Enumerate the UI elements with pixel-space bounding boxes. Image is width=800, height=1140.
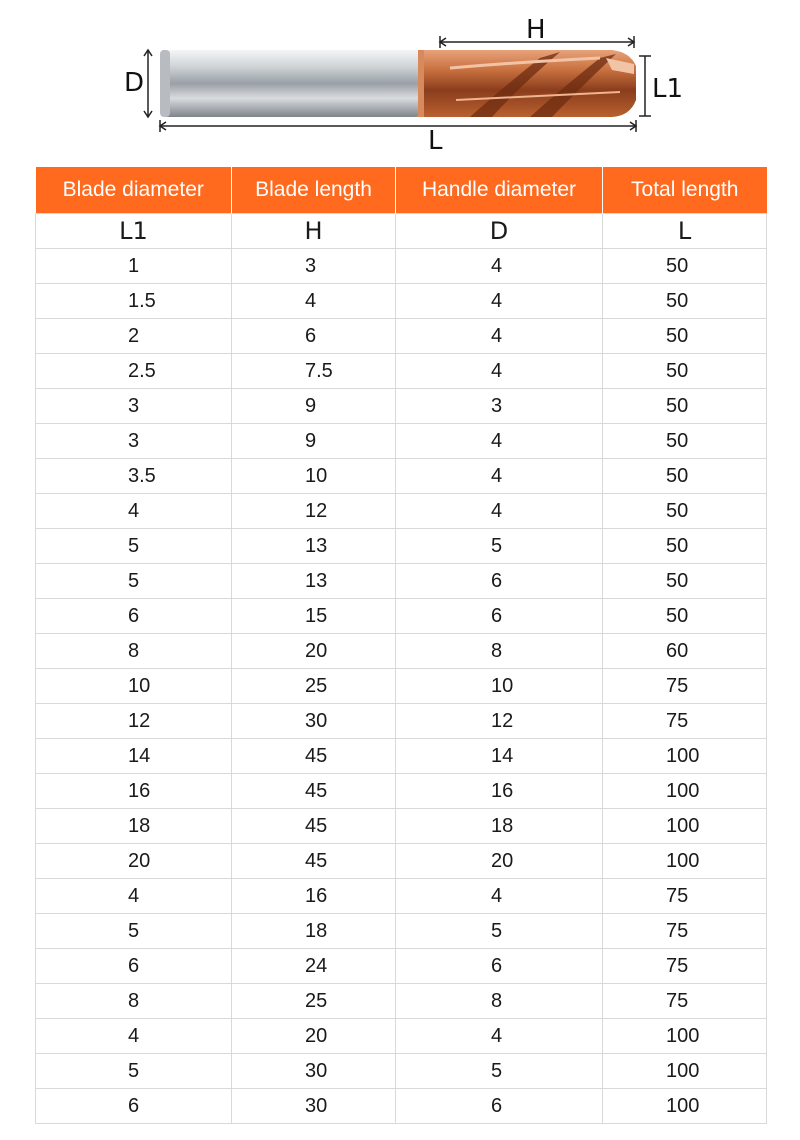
cell-blade-diameter: 5 bbox=[36, 564, 232, 599]
cell-handle-diameter: 4 bbox=[396, 354, 603, 389]
cell-blade-diameter: 4 bbox=[36, 1019, 232, 1054]
cell-blade-length: 25 bbox=[232, 669, 396, 704]
table-row bbox=[36, 389, 767, 424]
cell-blade-diameter: 10 bbox=[36, 669, 232, 704]
cell-total-length: 50 bbox=[603, 459, 767, 494]
cell-blade-length: 24 bbox=[232, 949, 396, 984]
cell-handle-diameter: 14 bbox=[396, 739, 603, 774]
table-row bbox=[36, 1054, 767, 1089]
symbol-l: L bbox=[603, 214, 767, 249]
header-handle-diameter: Handle diameter bbox=[396, 167, 603, 214]
dimension-l bbox=[160, 120, 636, 132]
cell-total-length: 100 bbox=[603, 774, 767, 809]
symbol-l1: L1 bbox=[36, 214, 232, 249]
cell-handle-diameter: 6 bbox=[396, 1089, 603, 1124]
cell-total-length: 100 bbox=[603, 1019, 767, 1054]
cell-handle-diameter: 5 bbox=[396, 914, 603, 949]
cell-blade-length: 30 bbox=[232, 704, 396, 739]
cell-total-length: 50 bbox=[603, 424, 767, 459]
table-row bbox=[36, 1019, 767, 1054]
cell-total-length: 50 bbox=[603, 599, 767, 634]
cell-handle-diameter: 8 bbox=[396, 984, 603, 1019]
cell-handle-diameter: 4 bbox=[396, 879, 603, 914]
table-row bbox=[36, 914, 767, 949]
table-row bbox=[36, 319, 767, 354]
cell-blade-length: 45 bbox=[232, 809, 396, 844]
cell-blade-length: 6 bbox=[232, 319, 396, 354]
cell-handle-diameter: 4 bbox=[396, 1019, 603, 1054]
cell-handle-diameter: 3 bbox=[396, 389, 603, 424]
table-row bbox=[36, 459, 767, 494]
header-blade-diameter: Blade diameter bbox=[36, 167, 232, 214]
cell-total-length: 100 bbox=[603, 739, 767, 774]
cell-blade-length: 15 bbox=[232, 599, 396, 634]
cell-blade-diameter: 14 bbox=[36, 739, 232, 774]
cell-total-length: 75 bbox=[603, 949, 767, 984]
label-l: L bbox=[428, 126, 443, 156]
cell-blade-length: 3 bbox=[232, 249, 396, 284]
cell-blade-diameter: 6 bbox=[36, 599, 232, 634]
cell-blade-diameter: 1.5 bbox=[36, 284, 232, 319]
table-row bbox=[36, 599, 767, 634]
cell-handle-diameter: 10 bbox=[396, 669, 603, 704]
cell-blade-length: 20 bbox=[232, 1019, 396, 1054]
cell-blade-diameter: 2.5 bbox=[36, 354, 232, 389]
label-d: D bbox=[124, 68, 145, 98]
table-body bbox=[36, 249, 767, 1124]
cell-total-length: 75 bbox=[603, 914, 767, 949]
cell-handle-diameter: 8 bbox=[396, 634, 603, 669]
cell-blade-length: 4 bbox=[232, 284, 396, 319]
cell-total-length: 50 bbox=[603, 354, 767, 389]
table-row bbox=[36, 354, 767, 389]
cell-handle-diameter: 4 bbox=[396, 249, 603, 284]
cell-handle-diameter: 4 bbox=[396, 494, 603, 529]
cell-blade-diameter: 12 bbox=[36, 704, 232, 739]
cell-total-length: 50 bbox=[603, 284, 767, 319]
header-row bbox=[36, 167, 767, 214]
table-row bbox=[36, 284, 767, 319]
cell-total-length: 75 bbox=[603, 704, 767, 739]
table-row bbox=[36, 774, 767, 809]
cell-total-length: 60 bbox=[603, 634, 767, 669]
table-row bbox=[36, 634, 767, 669]
table-row bbox=[36, 1089, 767, 1124]
cell-total-length: 50 bbox=[603, 249, 767, 284]
table-row bbox=[36, 704, 767, 739]
cell-handle-diameter: 20 bbox=[396, 844, 603, 879]
cell-blade-length: 45 bbox=[232, 739, 396, 774]
cell-handle-diameter: 16 bbox=[396, 774, 603, 809]
table-header bbox=[36, 167, 767, 249]
tool-shank bbox=[160, 50, 422, 117]
cell-total-length: 75 bbox=[603, 669, 767, 704]
cell-blade-length: 12 bbox=[232, 494, 396, 529]
cell-blade-diameter: 3 bbox=[36, 424, 232, 459]
cell-handle-diameter: 6 bbox=[396, 599, 603, 634]
table-row bbox=[36, 739, 767, 774]
cell-handle-diameter: 12 bbox=[396, 704, 603, 739]
cell-total-length: 50 bbox=[603, 529, 767, 564]
cell-blade-diameter: 20 bbox=[36, 844, 232, 879]
cell-blade-length: 20 bbox=[232, 634, 396, 669]
specification-table bbox=[35, 167, 767, 1124]
table-row bbox=[36, 844, 767, 879]
cell-blade-length: 13 bbox=[232, 564, 396, 599]
label-h: H bbox=[526, 15, 546, 45]
cell-total-length: 100 bbox=[603, 1054, 767, 1089]
cell-handle-diameter: 5 bbox=[396, 1054, 603, 1089]
cell-handle-diameter: 4 bbox=[396, 284, 603, 319]
end-mill-diagram bbox=[0, 0, 800, 165]
cell-blade-diameter: 5 bbox=[36, 529, 232, 564]
cell-total-length: 50 bbox=[603, 389, 767, 424]
cell-blade-diameter: 8 bbox=[36, 984, 232, 1019]
cell-blade-diameter: 4 bbox=[36, 879, 232, 914]
table-row bbox=[36, 249, 767, 284]
cell-handle-diameter: 6 bbox=[396, 949, 603, 984]
cell-handle-diameter: 6 bbox=[396, 564, 603, 599]
cell-blade-length: 45 bbox=[232, 844, 396, 879]
cell-blade-diameter: 4 bbox=[36, 494, 232, 529]
table-row bbox=[36, 564, 767, 599]
cell-blade-diameter: 16 bbox=[36, 774, 232, 809]
table-row bbox=[36, 809, 767, 844]
symbol-d: D bbox=[396, 214, 603, 249]
tool-flutes bbox=[446, 50, 636, 117]
cell-total-length: 100 bbox=[603, 1089, 767, 1124]
cell-blade-diameter: 3.5 bbox=[36, 459, 232, 494]
cell-total-length: 75 bbox=[603, 879, 767, 914]
symbol-h: H bbox=[232, 214, 396, 249]
cell-total-length: 100 bbox=[603, 809, 767, 844]
dimension-d bbox=[144, 50, 152, 117]
cell-blade-diameter: 2 bbox=[36, 319, 232, 354]
cell-blade-diameter: 5 bbox=[36, 1054, 232, 1089]
label-l1: L1 bbox=[652, 74, 684, 104]
dimension-l1 bbox=[639, 56, 651, 116]
symbol-row bbox=[36, 214, 767, 249]
cell-total-length: 50 bbox=[603, 494, 767, 529]
cell-blade-length: 7.5 bbox=[232, 354, 396, 389]
cell-blade-length: 9 bbox=[232, 424, 396, 459]
table-row bbox=[36, 984, 767, 1019]
cell-blade-diameter: 6 bbox=[36, 949, 232, 984]
table-row bbox=[36, 424, 767, 459]
cell-blade-length: 18 bbox=[232, 914, 396, 949]
cell-blade-length: 9 bbox=[232, 389, 396, 424]
header-total-length: Total length bbox=[603, 167, 767, 214]
cell-handle-diameter: 4 bbox=[396, 319, 603, 354]
cell-blade-length: 30 bbox=[232, 1089, 396, 1124]
cell-blade-length: 16 bbox=[232, 879, 396, 914]
cell-blade-diameter: 6 bbox=[36, 1089, 232, 1124]
cell-handle-diameter: 4 bbox=[396, 424, 603, 459]
table-row bbox=[36, 949, 767, 984]
cell-blade-diameter: 3 bbox=[36, 389, 232, 424]
cell-blade-diameter: 18 bbox=[36, 809, 232, 844]
cell-total-length: 50 bbox=[603, 319, 767, 354]
cell-blade-diameter: 5 bbox=[36, 914, 232, 949]
header-blade-length: Blade length bbox=[232, 167, 396, 214]
cell-blade-diameter: 1 bbox=[36, 249, 232, 284]
table-row bbox=[36, 529, 767, 564]
tool-neck bbox=[418, 50, 446, 117]
cell-blade-length: 25 bbox=[232, 984, 396, 1019]
cell-total-length: 50 bbox=[603, 564, 767, 599]
cell-handle-diameter: 18 bbox=[396, 809, 603, 844]
cell-total-length: 100 bbox=[603, 844, 767, 879]
cell-handle-diameter: 4 bbox=[396, 459, 603, 494]
table-row bbox=[36, 879, 767, 914]
cell-blade-length: 10 bbox=[232, 459, 396, 494]
cell-handle-diameter: 5 bbox=[396, 529, 603, 564]
table-row bbox=[36, 494, 767, 529]
cell-blade-length: 45 bbox=[232, 774, 396, 809]
cell-blade-diameter: 8 bbox=[36, 634, 232, 669]
table-row bbox=[36, 669, 767, 704]
cell-blade-length: 13 bbox=[232, 529, 396, 564]
cell-total-length: 75 bbox=[603, 984, 767, 1019]
cell-blade-length: 30 bbox=[232, 1054, 396, 1089]
